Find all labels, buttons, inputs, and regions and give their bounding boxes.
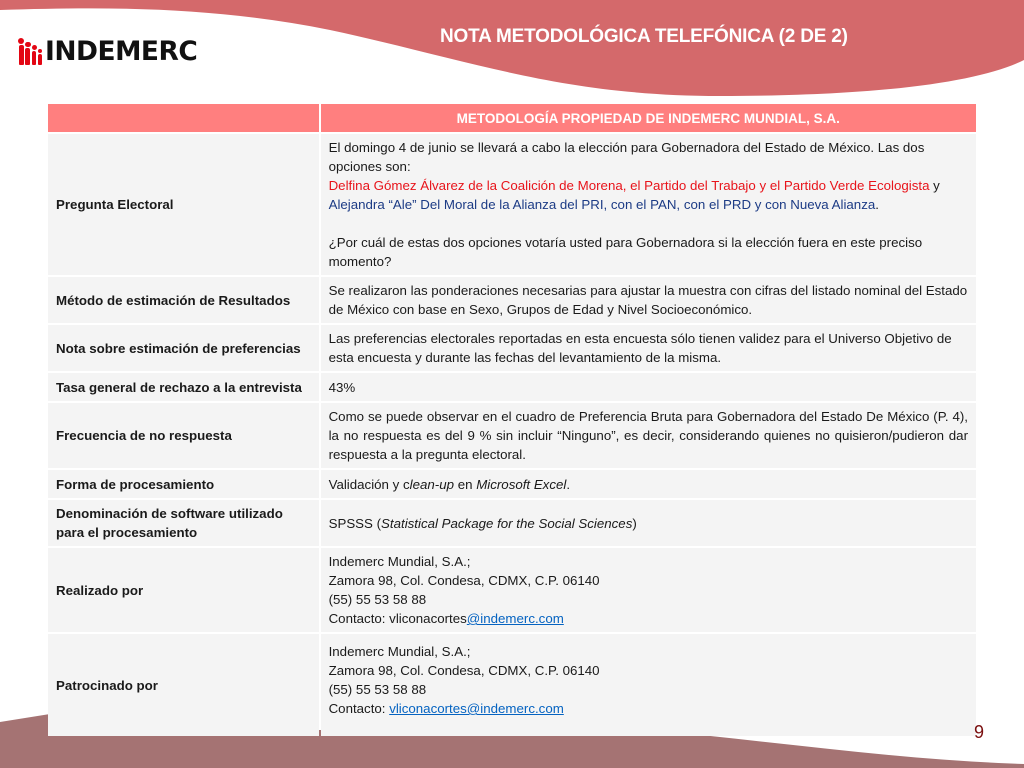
company-name: Indemerc Mundial, S.A.; <box>328 644 471 659</box>
contact <box>329 699 968 718</box>
text-italic: Microsoft Excel <box>476 476 567 492</box>
candidates-text <box>329 176 968 214</box>
text-fragment: SPSSS ( <box>328 515 382 531</box>
row-label: Método de estimación de Resultados <box>48 277 319 323</box>
row-value-patrocinado <box>321 634 976 736</box>
connector: y <box>929 178 940 193</box>
row-value <box>321 470 976 498</box>
logo-people-icon <box>18 38 43 65</box>
row-label: Denominación de software utilizado para el procesamiento <box>48 500 319 546</box>
row-value: Las preferencias electorales reportadas en esta encuesta sólo tienen validez para el Universo Objetivo de esta encuesta y durante las fechas del levantamiento de la misma. <box>321 325 976 371</box>
row-label: Pregunta Electoral <box>48 134 319 275</box>
logo-wordmark: INDEMERC <box>45 36 198 67</box>
text-fragment: Validación y c <box>328 476 410 492</box>
contact <box>329 609 968 628</box>
table-row <box>48 500 976 546</box>
row-value <box>321 500 976 546</box>
table-row <box>48 548 976 632</box>
address: Zamora 98, Col. Condesa, CDMX, C.P. 06140 <box>328 573 600 588</box>
text-italic: lean-up <box>409 476 454 492</box>
table-row <box>48 277 976 323</box>
company-name: Indemerc Mundial, S.A.; <box>328 554 471 569</box>
row-label: Tasa general de rechazo a la entrevista <box>48 373 319 401</box>
contact-prefix: Contacto: vliconacortes <box>328 611 467 626</box>
table-row <box>48 470 976 498</box>
table-row <box>48 634 976 736</box>
row-value-realizado <box>321 548 976 632</box>
intro-text: El domingo 4 de junio se llevará a cabo la elección para Gobernadora del Estado de México. Las dos opciones son: <box>328 140 925 174</box>
table-row <box>48 403 976 468</box>
email-link[interactable]: vliconacortes@indemerc.com <box>389 701 564 716</box>
methodology-table <box>48 104 976 738</box>
text-fragment: . <box>566 476 571 492</box>
row-value-pregunta-electoral <box>321 134 976 275</box>
table-row <box>48 325 976 371</box>
candidate-blue: Alejandra “Ale” Del Moral de la Alianza del PRI, con el PAN, con el PRD y con Nueva Alianza <box>328 197 876 212</box>
row-value: Se realizaron las ponderaciones necesarias para ajustar la muestra con cifras del listado nominal del Estado de México con base en Sexo, Grupos de Edad y Nivel Socioeconómico. <box>321 277 976 323</box>
table-row <box>48 134 976 275</box>
table-header-row <box>48 104 976 132</box>
row-label: Nota sobre estimación de preferencias <box>48 325 319 371</box>
table-header-title: METODOLOGÍA PROPIEDAD DE INDEMERC MUNDIAL, S.A. <box>321 104 976 132</box>
row-value: Como se puede observar en el cuadro de Preferencia Bruta para Gobernadora del Estado De México (P. 4), la no respuesta es del 9 % sin incluir “Ninguno”, es decir, considerando quienes no quisieron/pudieron dar respuesta a la pregunta electoral. <box>321 403 976 468</box>
row-label: Patrocinado por <box>48 634 319 736</box>
phone: (55) 55 53 58 88 <box>328 682 427 697</box>
row-label: Frecuencia de no respuesta <box>48 403 319 468</box>
phone: (55) 55 53 58 88 <box>328 592 427 607</box>
text-fragment: en <box>454 476 477 492</box>
text-italic: Statistical Package for the Social Sciences <box>381 515 633 531</box>
question-text: ¿Por cuál de estas dos opciones votaría usted para Gobernadora si la elección fuera en este preciso momento? <box>328 235 923 269</box>
contact-prefix: Contacto: <box>328 701 390 716</box>
period: . <box>875 197 879 212</box>
email-link[interactable]: @indemerc.com <box>466 611 564 626</box>
text-fragment: ) <box>632 515 637 531</box>
row-label: Realizado por <box>48 548 319 632</box>
table-row <box>48 373 976 401</box>
row-label: Forma de procesamiento <box>48 470 319 498</box>
page-title: NOTA METODOLÓGICA TELEFÓNICA (2 DE 2) <box>440 26 848 47</box>
header-empty-cell <box>48 104 319 132</box>
row-value: 43% <box>321 373 976 401</box>
indemerc-logo <box>18 31 200 65</box>
candidate-red: Delfina Gómez Álvarez de la Coalición de Morena, el Partido del Trabajo y el Partido Verde Ecologista <box>328 178 930 193</box>
address: Zamora 98, Col. Condesa, CDMX, C.P. 06140 <box>328 663 600 678</box>
page-number: 9 <box>974 722 985 742</box>
